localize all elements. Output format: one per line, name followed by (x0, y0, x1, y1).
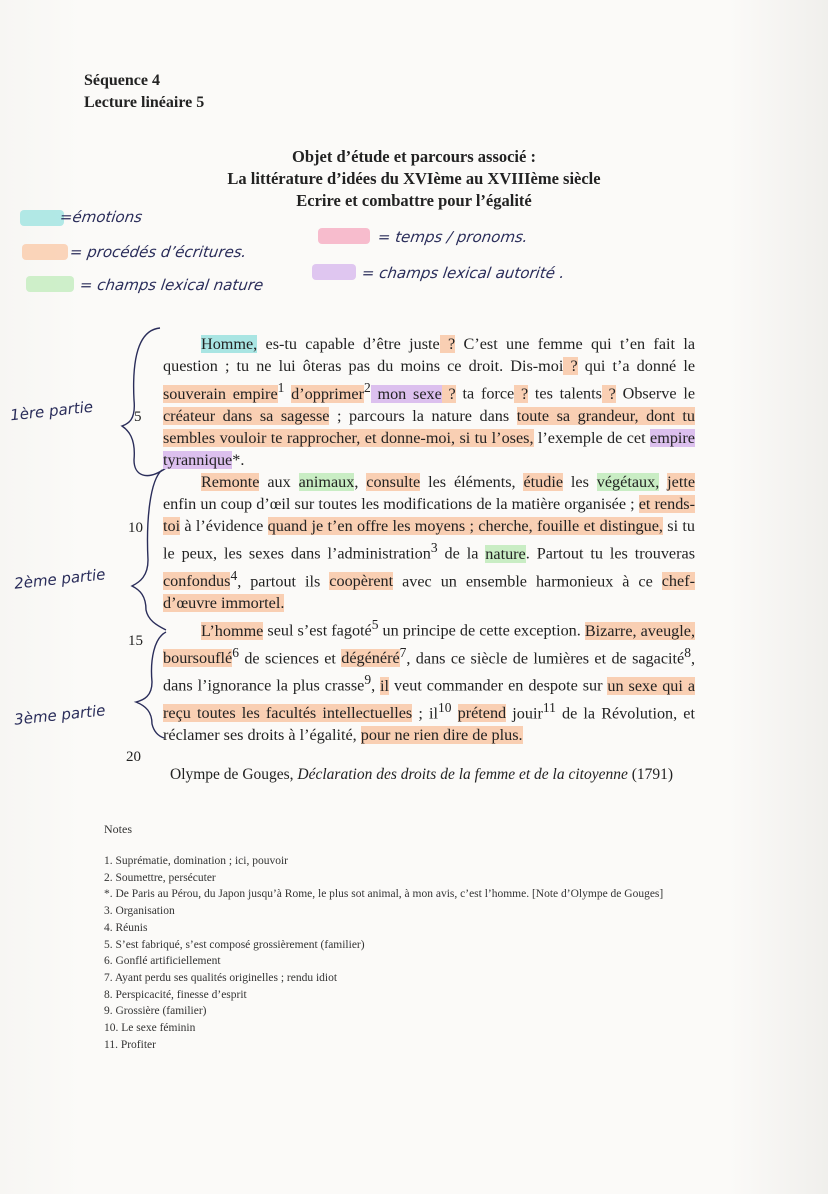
paragraph-1: Homme, es-tu capable d’être juste ? C’est une femme qui t’en fait la question ; tu ne lui ôteras pas du moins ce droit. Dis-moi ? qui t’a donné le souverain empire$^1$ d’opprimer$^2$ mon sexe ? ta force ? tes talents ? Observe le créateur dans sa sagesse ; parcours la nature dans toute sa grandeur, dont tu sembles vouloir te rapprocher, et donne-moi, si tu l’oses, l’exemple de cet empire tyrannique*. (163, 335, 696, 469)
source-citation: Olympe de Gouges, Déclaration des droits de la femme et de la citoyenne (1791) (170, 766, 674, 783)
paragraph-3: L’homme seul s’est fagoté$^5$ un principe de cette exception. Bizarre, aveugle, boursouflé$^6$ de sciences et dégénéré$^7$, dans ce siècle de lumières et de sagacité$^8$, dans l’ignorance la plus crasse$^9$, il veut commander en despote sur un sexe qui a reçu toutes les facultés intellectuelles ; $il^{10}$ prétend jouir$^{11}$ de la Révolution, et réclamer ses droits à l’égalité, pour ne rien dire de plus. (163, 617, 696, 745)
line-number-5: 5 (134, 409, 142, 425)
legend-autorite: = champs lexical autorité . (360, 264, 566, 282)
line-number-10: 10 (128, 520, 143, 536)
legend-procedes: = procédés d’écritures. (68, 243, 248, 261)
legend-emotions: =émotions (58, 208, 144, 226)
notes-list (104, 853, 704, 1053)
part-3-label: 3ème partie (13, 701, 107, 729)
line-number-20: 20 (126, 749, 141, 765)
note-item: *. De Paris au Pérou, du Japon jusqu’à Rome, le plus sot animal, à mon avis, c’est l’homme. [Note d’Olympe de Gouges] (104, 888, 664, 901)
note-item: 5. S’est fabriqué, s’est composé grossièrement (familier) (104, 938, 365, 951)
object-line-3: Ecrire et combattre pour l’égalité (296, 191, 532, 210)
note-item: 4. Réunis (104, 921, 148, 934)
legend-temps: = temps / pronoms. (376, 228, 529, 246)
main-text (163, 333, 695, 746)
swatch-purple (312, 264, 356, 280)
lecture-title: Lecture linéaire 5 (84, 94, 205, 111)
note-item: 11. Profiter (104, 1038, 156, 1051)
object-line-1: Objet d’étude et parcours associé : (292, 147, 536, 166)
notes-title: Notes (104, 822, 132, 836)
legend-nature: = champs lexical nature (78, 276, 265, 294)
swatch-green (26, 276, 74, 292)
swatch-orange (22, 244, 68, 260)
note-item: 1. Suprématie, domination ; ici, pouvoir (104, 855, 288, 867)
part-1-label: 1ère partie (9, 397, 94, 425)
note-item: 6. Gonflé artificiellement (104, 955, 221, 968)
note-item: 9. Grossière (familier) (104, 1005, 207, 1018)
part-2-label: 2ème partie (13, 565, 107, 593)
note-item: 8. Perspicacité, finesse d’esprit (104, 988, 247, 1001)
swatch-pink (318, 228, 370, 244)
paragraph-2: Remonte aux animaux, consulte les éléments, étudie les végétaux, jette enfin un coup d’œil sur toutes les modifications de la matière organisée ; et rends-toi à l’évidence quand je t’en offre les moyens ; cherche, fouille et distingue, si tu le peux, les sexes dans l’administration$^3$ de la nature. Partout tu les trouveras confondus$^4$, partout ils coopèrent avec un ensemble harmonieux à ce chef-d’œuvre immortel. (163, 472, 696, 613)
line-number-15: 15 (128, 633, 143, 649)
sequence-title: Séquence 4 (84, 72, 160, 89)
object-line-2: La littérature d’idées du XVIème au XVIIIème siècle (227, 169, 601, 188)
note-item: 2. Soumettre, persécuter (104, 871, 216, 884)
header (84, 70, 204, 114)
object-of-study (0, 146, 828, 212)
swatch-blue (20, 210, 64, 226)
note-item: 3. Organisation (104, 905, 175, 918)
note-item: 10. Le sexe féminin (104, 1022, 196, 1035)
note-item: 7. Ayant perdu ses qualités originelles ; rendu idiot (104, 971, 338, 984)
